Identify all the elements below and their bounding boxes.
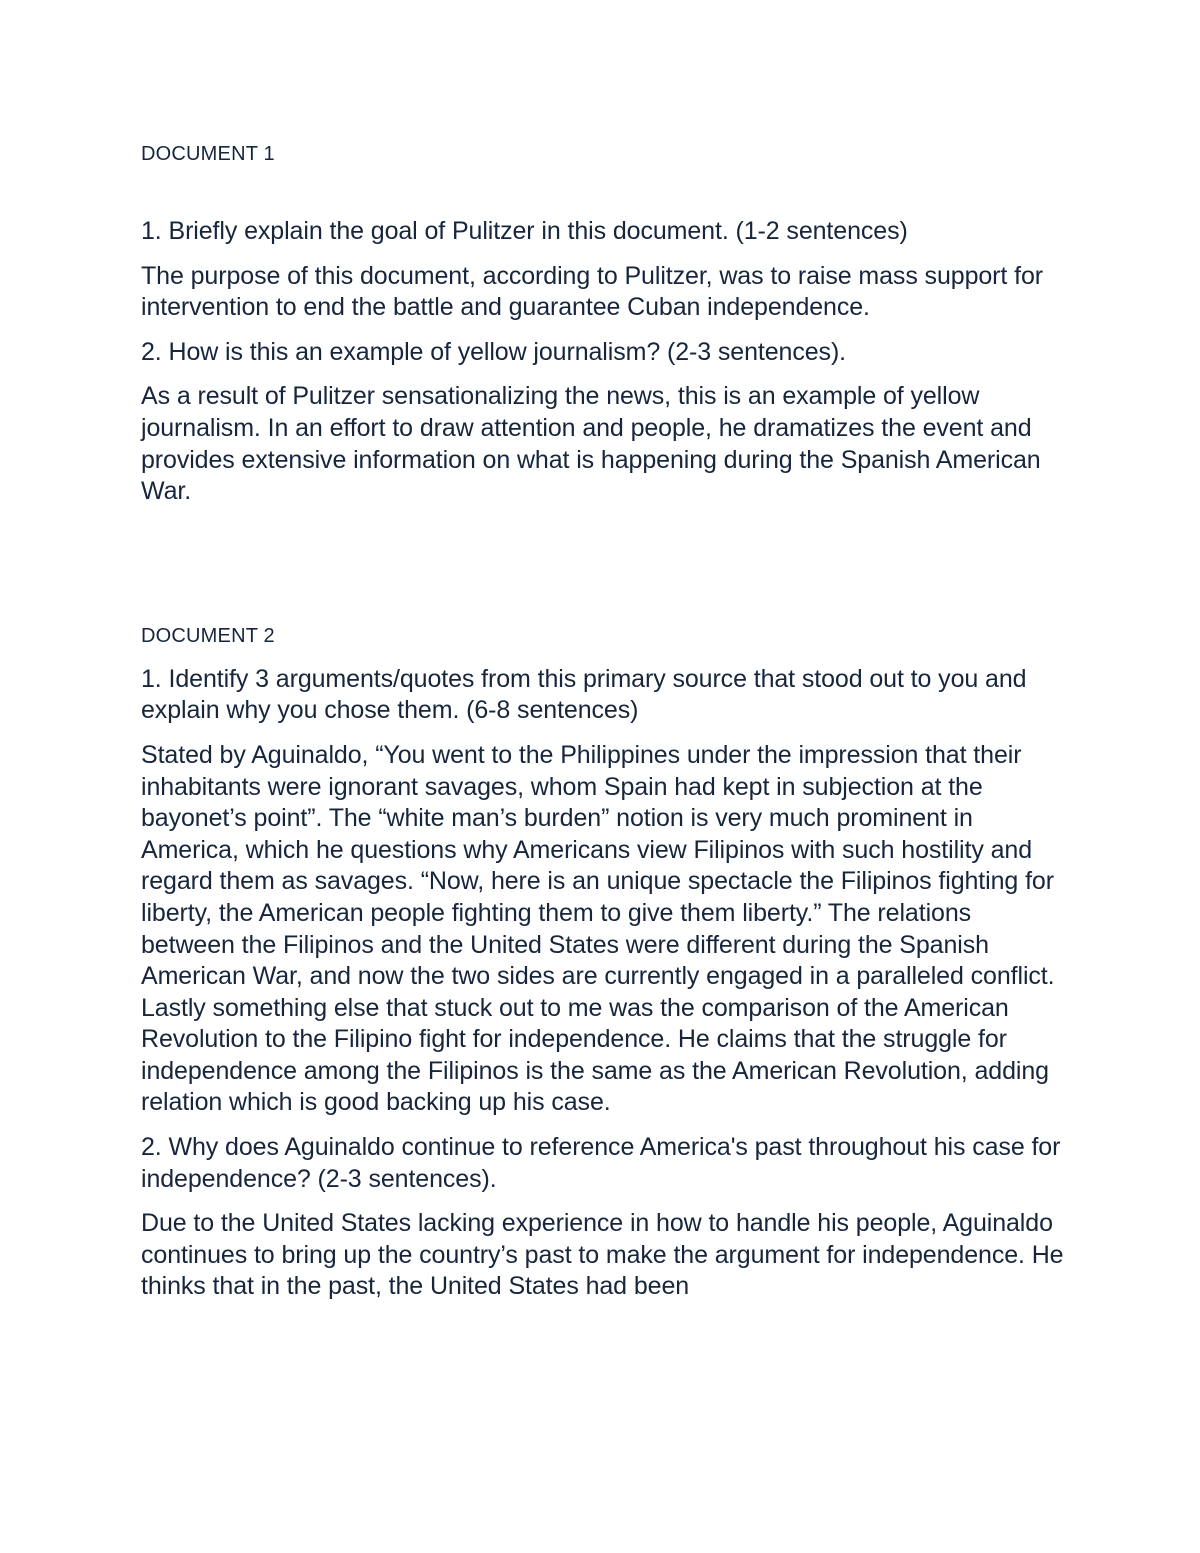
document-1-question-2: 2. How is this an example of yellow journalism? (2-3 sentences). xyxy=(141,337,847,366)
document-2-question-2: 2. Why does Aguinaldo continue to reference America's past throughout his case for independence? (2-3 sentences). xyxy=(141,1133,1061,1193)
page-content xyxy=(141,140,1071,1303)
document-2-answer-2: Due to the United States lacking experience in how to handle his people, Aguinaldo continues to bring up the country’s past to make the argument for independence. He thinks that in the past, the United States had been xyxy=(141,1209,1064,1301)
document-1-question-1: 1. Briefly explain the goal of Pulitzer in this document. (1-2 sentences) xyxy=(141,217,908,245)
document-1-answer-1: The purpose of this document, according to Pulitzer, was to raise mass support for intervention to end the battle and guarantee Cuban independence. xyxy=(141,261,1043,322)
document-2-question-1: 1. Identify 3 arguments/quotes from this primary source that stood out to you and explain why you chose them. (6-8 sentences) xyxy=(141,664,1027,725)
document-2-answer-1: Stated by Aguinaldo, “You went to the Philippines under the impression that their inhabitants were ignorant savages, whom Spain had kept in subjection at the bayonet’s point”. The “white man’s burden” notion is very much prominent in America, which he questions why Americans view Filipinos with such hostility and regard them as savages. “Now, here is an unique spectacle the Filipinos fighting for liberty, the American people fighting them to give them liberty.” The relations between the Filipinos and the United States were different during the Spanish American War, and now the two sides are currently engaged in a paralleled conflict. Lastly something else that stuck out to me was the comparison of the American Revolution to the Filipino fight for independence. He claims that the struggle for independence among the Filipinos is the same as the American Revolution, adding relation which is good backing up his case. xyxy=(141,740,1055,1117)
document-1-answer-2: As a result of Pulitzer sensationalizing the news, this is an example of yellow journalism. In an effort to draw attention and people, he dramatizes the event and provides extensive information on what is happening during the Spanish American War. xyxy=(141,382,1041,506)
document-2-section xyxy=(141,622,1071,1303)
document-1-heading: DOCUMENT 1 xyxy=(141,143,275,165)
document-1-section xyxy=(141,140,1071,508)
document-2-heading: DOCUMENT 2 xyxy=(141,624,275,647)
